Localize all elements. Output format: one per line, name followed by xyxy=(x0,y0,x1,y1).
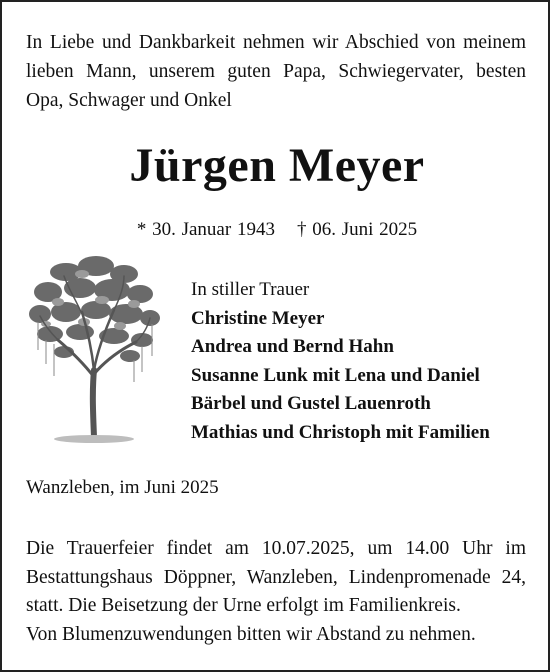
mourners-list xyxy=(191,276,490,447)
place-date: Wanzleben, im Juni 2025 xyxy=(26,477,219,498)
birth-date: * 30. Januar 1943 xyxy=(136,219,275,240)
info-line: statt. Die Beisetzung der Urne erfolgt im Familienkreis. xyxy=(26,595,461,616)
info-line: Bestattungshaus Döppner, Wanzleben, Lindenpromenade 24, xyxy=(26,566,526,588)
intro-line: Opa, Schwager und Onkel xyxy=(26,90,232,111)
tree-icon xyxy=(24,252,164,447)
funeral-info xyxy=(26,535,526,649)
death-date: † 06. Juni 2025 xyxy=(296,219,418,240)
life-dates xyxy=(2,219,550,241)
mourner-name: Andrea und Bernd Hahn xyxy=(191,336,394,357)
intro-line: In Liebe und Dankbarkeit nehmen wir Abschied von meinem xyxy=(26,32,526,53)
info-line: Die Trauerfeier findet am 10.07.2025, um 14.00 Uhr im xyxy=(26,538,526,559)
mourner-name: Mathias und Christoph mit Familien xyxy=(191,421,490,443)
intro-text xyxy=(26,28,526,115)
deceased-name: Jürgen Meyer xyxy=(129,139,425,192)
mourners-lead: In stiller Trauer xyxy=(191,279,310,300)
intro-line: lieben Mann, unserem guten Papa, Schwiegervater, besten xyxy=(26,61,526,82)
mourner-name: Susanne Lunk mit Lena und Daniel xyxy=(191,364,480,386)
mourner-name: Bärbel und Gustel Lauenroth xyxy=(191,393,431,414)
info-line: Von Blumenzuwendungen bitten wir Abstand zu nehmen. xyxy=(26,623,476,645)
mourner-name: Christine Meyer xyxy=(191,307,325,329)
